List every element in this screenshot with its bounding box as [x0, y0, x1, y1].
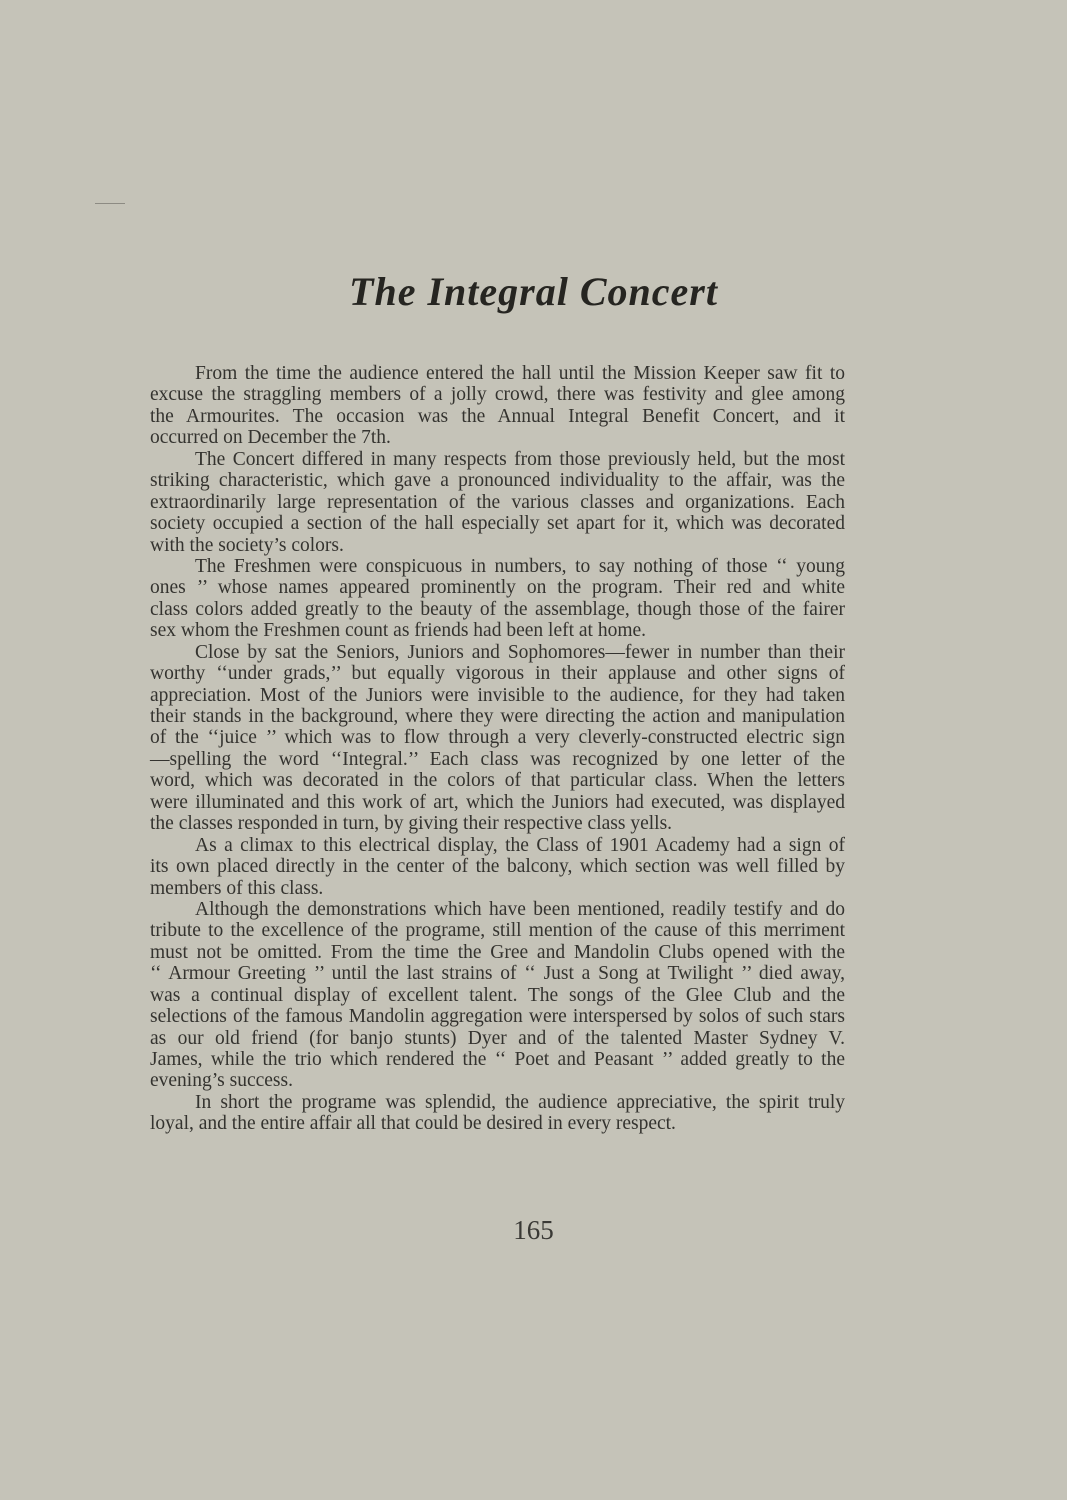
text-line	[150, 1006, 845, 1027]
text-line-content: were illuminated and this work of art, which the Juniors had executed, was displayed	[150, 791, 845, 813]
text-line-content: extraordinarily large representation of the various classes and organizations. Each	[150, 491, 845, 513]
text-line-content: society occupied a section of the hall especially set apart for it, which was decorated	[150, 513, 845, 535]
page-title: The Integral Concert	[349, 269, 718, 314]
text-line-content: ones ’’ whose names appeared prominently on the program. Their red and white	[150, 577, 845, 599]
text-line	[150, 599, 845, 620]
text-line	[150, 878, 845, 899]
text-line-content: the classes responded in turn, by giving their respective class yells.	[150, 813, 673, 835]
text-line	[150, 663, 845, 684]
text-line	[150, 856, 845, 877]
text-line-content: excuse the straggling members of a jolly crowd, there was festivity and glee among	[150, 384, 845, 406]
text-line	[150, 470, 845, 491]
text-line-content: —spelling the word ‘‘Integral.’’ Each class was recognized by one letter of the	[150, 748, 845, 770]
text-line-content: must not be omitted. From the time the Gree and Mandolin Clubs opened with the	[150, 941, 845, 963]
text-line	[150, 985, 845, 1006]
text-line	[150, 920, 845, 941]
paragraph	[150, 363, 845, 449]
text-line	[150, 792, 845, 813]
text-line	[150, 749, 845, 770]
text-line-content: From the time the audience entered the hall until the Mission Keeper saw fit to	[195, 363, 845, 384]
text-line	[150, 727, 845, 748]
text-line	[150, 363, 845, 384]
text-line-content: of the ‘‘juice ’’ which was to flow through a very cleverly-constructed electric sign	[150, 727, 845, 749]
text-line-content: members of this class.	[150, 877, 324, 899]
paragraph	[150, 899, 845, 1092]
text-line-content: appreciation. Most of the Juniors were invisible to the audience, for they had taken	[150, 684, 845, 706]
text-line	[150, 620, 845, 641]
text-line	[150, 449, 845, 470]
text-line-content: loyal, and the entire affair all that could be desired in every respect.	[150, 1113, 676, 1135]
text-line-content: class colors added greatly to the beauty of the assemblage, though those of the fairer	[150, 598, 845, 620]
text-line	[150, 899, 845, 920]
text-line-content: tribute to the excellence of the programe, still mention of the cause of this merriment	[150, 920, 845, 942]
text-line-content: selections of the famous Mandolin aggregation were interspersed by solos of such stars	[150, 1006, 845, 1028]
text-line	[150, 1070, 845, 1091]
text-line	[150, 685, 845, 706]
text-line	[150, 942, 845, 963]
text-line	[150, 813, 845, 834]
text-line-content: worthy ‘‘under grads,’’ but equally vigorous in their applause and other signs of	[150, 663, 845, 685]
text-line	[150, 492, 845, 513]
text-line-content: striking characteristic, which gave a pronounced individuality to the affair, was the	[150, 470, 845, 492]
text-line	[150, 1049, 845, 1070]
text-line-content: with the society’s colors.	[150, 534, 344, 556]
text-line	[150, 384, 845, 405]
text-line	[150, 513, 845, 534]
text-line-content: The Concert differed in many respects from those previously held, but the most	[195, 448, 845, 470]
paragraph	[150, 1092, 845, 1135]
page-number: 165	[513, 1215, 554, 1245]
text-line-content: word, which was decorated in the colors of that particular class. When the letters	[150, 770, 845, 792]
text-line	[150, 577, 845, 598]
text-line	[150, 556, 845, 577]
text-line-content: as our old friend (for banjo stunts) Dyer and of the talented Master Sydney V.	[150, 1027, 845, 1049]
text-line	[150, 706, 845, 727]
paragraph	[150, 835, 845, 899]
text-line	[150, 427, 845, 448]
text-line-content: Although the demonstrations which have been mentioned, readily testify and do	[195, 898, 845, 920]
paragraph	[150, 556, 845, 642]
paragraph	[150, 642, 845, 835]
text-line-content: sex whom the Freshmen count as friends had been left at home.	[150, 620, 647, 642]
text-line	[150, 1113, 845, 1134]
text-line-content: evening’s success.	[150, 1070, 293, 1092]
text-line-content: James, while the trio which rendered the ‘‘ Poet and Peasant ’’ added greatly to the	[150, 1049, 845, 1070]
text-line	[150, 1092, 845, 1113]
text-line	[150, 770, 845, 791]
text-line-content: The Freshmen were conspicuous in numbers, to say nothing of those ‘‘ young	[195, 555, 845, 577]
text-line-content: As a climax to this electrical display, the Class of 1901 Academy had a sign of	[195, 834, 845, 856]
scan-mark	[95, 203, 125, 204]
text-line-content: was a continual display of excellent talent. The songs of the Glee Club and the	[150, 984, 845, 1006]
text-line-content: its own placed directly in the center of the balcony, which section was well filled by	[150, 856, 845, 878]
text-line-content: their stands in the background, where they were directing the action and manipulation	[150, 706, 845, 727]
text-line	[150, 835, 845, 856]
text-line	[150, 535, 845, 556]
paragraph	[150, 449, 845, 556]
text-line-content: Close by sat the Seniors, Juniors and Sophomores—fewer in number than their	[195, 641, 845, 663]
article-body	[150, 363, 845, 1135]
text-line	[150, 642, 845, 663]
text-line	[150, 963, 845, 984]
text-line-content: occurred on December the 7th.	[150, 427, 391, 449]
text-line-content: the Armourites. The occasion was the Annual Integral Benefit Concert, and it	[150, 405, 845, 427]
text-line	[150, 1028, 845, 1049]
text-line	[150, 406, 845, 427]
text-line-content: In short the programe was splendid, the audience appreciative, the spirit truly	[195, 1091, 845, 1113]
text-line-content: ‘‘ Armour Greeting ’’ until the last strains of ‘‘ Just a Song at Twilight ’’ died away,	[150, 963, 845, 985]
